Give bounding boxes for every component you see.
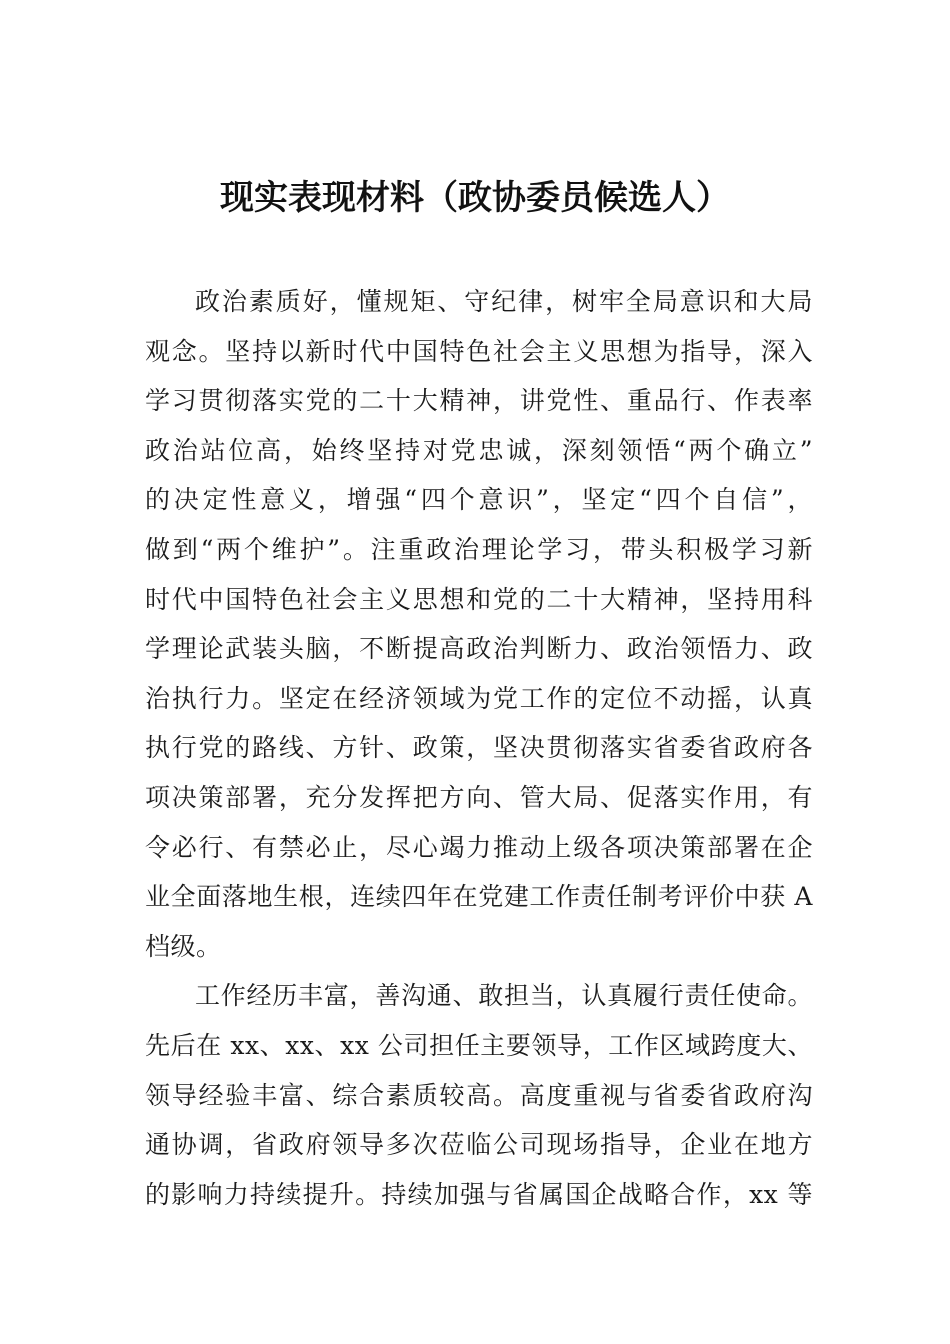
- document-body: [145, 277, 813, 1219]
- text-line: 学理论武装头脑，不断提高政治判断力、政治领悟力、政: [145, 634, 813, 664]
- text-line: 的决定性意义，增强“四个意识”，坚定“四个自信”，: [145, 485, 813, 515]
- paragraph-political-quality: [145, 277, 813, 971]
- text-line: 领导经验丰富、综合素质较高。高度重视与省委省政府沟: [145, 1080, 813, 1110]
- document-title: 现实表现材料（政协委员候选人）: [220, 178, 730, 218]
- text-line: 观念。坚持以新时代中国特色社会主义思想为指导，深入: [145, 336, 813, 366]
- text-line: 先后在 xx、xx、xx 公司担任主要领导，工作区域跨度大、: [145, 1030, 813, 1060]
- text-line: 执行党的路线、方针、政策，坚决贯彻落实省委省政府各: [145, 733, 813, 763]
- text-line: 政治站位高，始终坚持对党忠诚，深刻领悟“两个确立”: [145, 435, 813, 465]
- text-line: 令必行、有禁必止，尽心竭力推动上级各项决策部署在企: [145, 832, 813, 862]
- text-line: 通协调，省政府领导多次莅临公司现场指导，企业在地方: [145, 1130, 813, 1160]
- text-line: 时代中国特色社会主义思想和党的二十大精神，坚持用科: [145, 584, 813, 614]
- paragraph-work-experience: [145, 971, 813, 1219]
- text-line: 工作经历丰富，善沟通、敢担当，认真履行责任使命。: [195, 981, 813, 1011]
- text-line: 做到“两个维护”。注重政治理论学习，带头积极学习新: [145, 534, 813, 564]
- text-line: 项决策部署，充分发挥把方向、管大局、促落实作用，有: [145, 782, 813, 812]
- text-line: 政治素质好，懂规矩、守纪律，树牢全局意识和大局: [195, 287, 813, 316]
- text-line: 档级。: [145, 931, 222, 961]
- text-line: 学习贯彻落实党的二十大精神，讲党性、重品行、作表率: [145, 386, 813, 416]
- text-line: 业全面落地生根，连续四年在党建工作责任制考评价中获 A: [145, 882, 813, 912]
- text-line: 治执行力。坚定在经济领域为党工作的定位不动摇，认真: [145, 683, 813, 713]
- text-line: 的影响力持续提升。持续加强与省属国企战略合作，xx 等: [145, 1179, 813, 1209]
